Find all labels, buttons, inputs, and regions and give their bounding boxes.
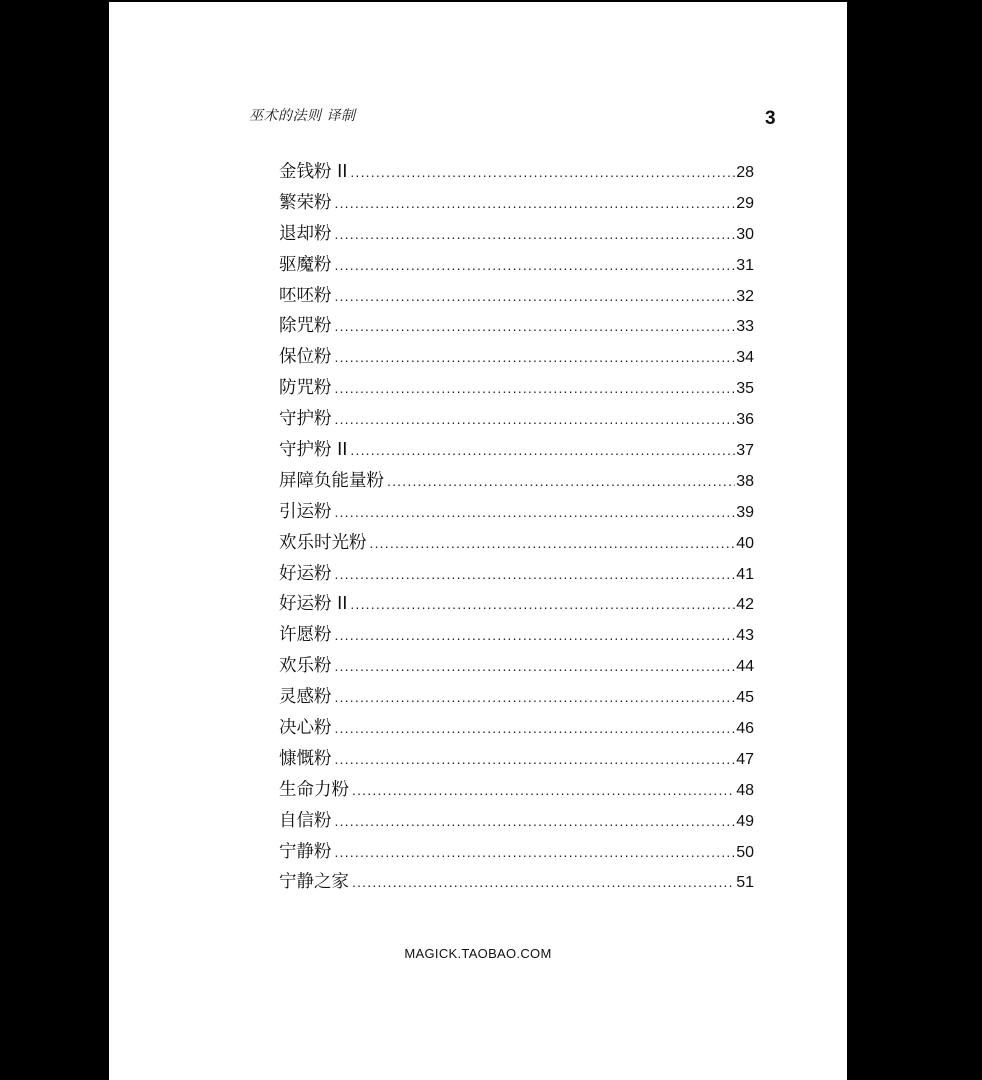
toc-entry-page: 39 (736, 503, 754, 521)
toc-entry-title: 欢乐时光粉 (279, 532, 367, 553)
toc-entry-page: 32 (736, 287, 754, 305)
toc-entry-title: 宁静粉 (279, 841, 332, 862)
toc-entry (279, 838, 754, 869)
toc-entry-page: 33 (736, 318, 754, 336)
dot-leader (335, 627, 736, 643)
toc-entry (279, 868, 754, 899)
toc-entry (279, 714, 754, 745)
footer-url: MAGICK.TAOBAO.COM (404, 946, 552, 961)
toc-entry-page: 48 (736, 781, 754, 799)
toc-entry-page: 51 (736, 874, 754, 892)
dot-leader (387, 473, 735, 489)
toc-entry-title: 退却粉 (279, 223, 332, 244)
toc-entry (279, 251, 754, 282)
toc-entry (279, 590, 754, 621)
toc-entry-page: 28 (736, 164, 754, 181)
toc-entry-title: 宁静之家 (279, 872, 349, 893)
table-of-contents (279, 158, 754, 899)
toc-entry (279, 189, 754, 220)
dot-leader (335, 349, 736, 365)
dot-leader (370, 535, 736, 551)
dot-leader (350, 164, 735, 180)
toc-entry-page: 42 (736, 596, 754, 614)
toc-entry-title: 欢乐粉 (279, 656, 332, 677)
toc-entry-title: 除咒粉 (279, 316, 332, 337)
toc-entry (279, 807, 754, 838)
toc-entry-page: 40 (736, 534, 754, 552)
document-page (109, 2, 847, 1080)
toc-entry-title: 呸呸粉 (279, 285, 332, 306)
toc-entry-title: 引运粉 (279, 501, 332, 522)
toc-entry (279, 683, 754, 714)
toc-entry (279, 436, 754, 467)
toc-entry-page: 43 (736, 627, 754, 645)
dot-leader (335, 318, 736, 334)
toc-entry (279, 343, 754, 374)
dot-leader (352, 874, 735, 890)
toc-entry-page: 30 (736, 225, 754, 243)
toc-entry-title: 守护粉 II (279, 440, 348, 461)
toc-entry (279, 652, 754, 683)
dot-leader (335, 813, 736, 829)
dot-leader (335, 720, 736, 736)
toc-entry-page: 35 (736, 380, 754, 398)
toc-entry-page: 47 (736, 750, 754, 768)
dot-leader (335, 566, 736, 582)
toc-entry-title: 屏障负能量粉 (279, 470, 384, 491)
toc-entry (279, 405, 754, 436)
toc-entry (279, 776, 754, 807)
toc-entry-title: 生命力粉 (279, 779, 349, 800)
toc-entry-title: 保位粉 (279, 347, 332, 368)
toc-entry (279, 282, 754, 313)
toc-entry-title: 灵感粉 (279, 687, 332, 708)
toc-entry-title: 自信粉 (279, 810, 332, 831)
dot-leader (335, 257, 736, 273)
toc-entry (279, 621, 754, 652)
dot-leader (335, 504, 736, 520)
toc-entry-page: 38 (736, 472, 754, 490)
dot-leader (335, 288, 736, 304)
toc-entry-page: 50 (736, 843, 754, 861)
dot-leader (335, 658, 736, 674)
toc-entry-page: 45 (736, 689, 754, 707)
toc-entry-title: 繁荣粉 (279, 192, 332, 213)
toc-entry-title: 防咒粉 (279, 378, 332, 399)
toc-entry (279, 374, 754, 405)
toc-entry-page: 31 (736, 256, 754, 274)
dot-leader (350, 442, 735, 458)
toc-entry-page: 46 (736, 720, 754, 738)
dot-leader (350, 596, 735, 612)
toc-entry (279, 529, 754, 560)
dot-leader (335, 689, 736, 705)
toc-entry-page: 49 (736, 812, 754, 830)
toc-entry-title: 金钱粉 II (279, 162, 348, 182)
toc-entry-page: 34 (736, 349, 754, 367)
dot-leader (335, 195, 736, 211)
running-title: 巫术的法则 译制 (249, 108, 356, 124)
toc-entry-title: 决心粉 (279, 718, 332, 739)
toc-entry-page: 37 (736, 442, 754, 460)
dot-leader (335, 380, 736, 396)
toc-entry-title: 驱魔粉 (279, 254, 332, 275)
dot-leader (335, 411, 736, 427)
dot-leader (335, 844, 736, 860)
dot-leader (335, 751, 736, 767)
toc-entry (279, 158, 754, 189)
toc-entry-page: 44 (736, 658, 754, 676)
toc-entry-title: 好运粉 (279, 563, 332, 584)
toc-entry (279, 745, 754, 776)
toc-entry-page: 29 (736, 194, 754, 212)
toc-entry (279, 560, 754, 591)
toc-entry (279, 312, 754, 343)
toc-entry (279, 467, 754, 498)
toc-entry-page: 41 (736, 565, 754, 583)
toc-entry (279, 498, 754, 529)
page-number: 3 (765, 108, 776, 129)
toc-entry (279, 220, 754, 251)
toc-entry-page: 36 (736, 411, 754, 429)
toc-entry-title: 许愿粉 (279, 625, 332, 646)
toc-entry-title: 慷慨粉 (279, 748, 332, 769)
toc-entry-title: 守护粉 (279, 409, 332, 430)
dot-leader (352, 782, 735, 798)
toc-entry-title: 好运粉 II (279, 594, 348, 615)
dot-leader (335, 226, 736, 242)
